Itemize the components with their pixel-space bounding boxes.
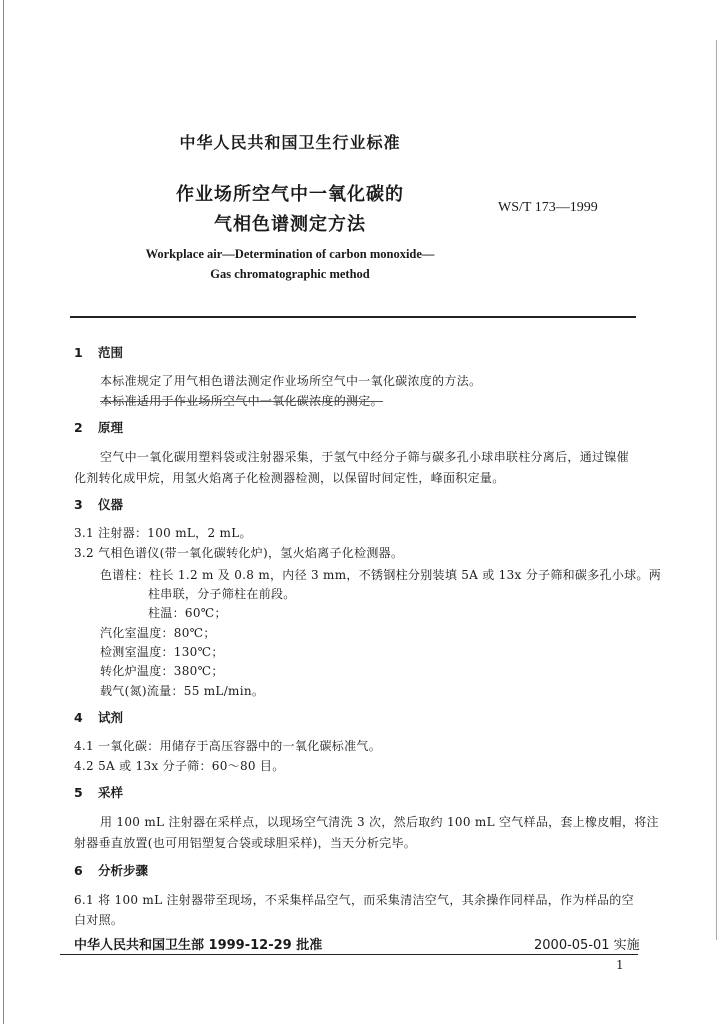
carrier-gas-flow: 载气(氮)流量：55 mL/min。 bbox=[100, 684, 265, 698]
section-5-heading: 5 采样 bbox=[74, 785, 124, 800]
column-spec-2: 柱串联，分子筛柱在前段。 bbox=[148, 587, 296, 601]
standard-org: 中华人民共和国卫生行业标准 bbox=[179, 133, 401, 152]
item-3-2: 3.2 气相色谱仪(带一氧化碳转化炉)，氢火焰离子化检测器。 bbox=[74, 546, 404, 560]
section-5-p2: 射器垂直放置(也可用铝塑复合袋或球胆采样)，当天分析完毕。 bbox=[74, 836, 417, 850]
standard-code: WS/T 173—1999 bbox=[498, 200, 598, 215]
header-divider bbox=[70, 316, 636, 318]
page-number: 1 bbox=[616, 958, 624, 972]
section-2-p1: 空气中一氧化碳用塑料袋或注射器采集，于氢气中经分子筛与碳多孔小球串联柱分离后，通过镍催 bbox=[100, 450, 629, 464]
scan-edge-left bbox=[3, 0, 4, 1024]
section-6-heading: 6 分析步骤 bbox=[74, 863, 149, 878]
english-title-1: Workplace air—Determination of carbon monoxide— bbox=[145, 247, 435, 261]
section-4-heading: 4 试剂 bbox=[74, 710, 124, 725]
item-4-1: 4.1 一氧化碳：用储存于高压容器中的一氧化碳标准气。 bbox=[74, 739, 382, 753]
converter-temp: 转化炉温度：380℃； bbox=[100, 664, 224, 678]
column-temp: 柱温：60℃； bbox=[148, 606, 227, 620]
section-1-p1: 本标准规定了用气相色谱法测定作业场所空气中一氧化碳浓度的方法。 bbox=[100, 374, 482, 388]
section-1-p2: 本标准适用于作业场所空气中一氧化碳浓度的测定。 bbox=[100, 394, 383, 408]
title-line-1: 作业场所空气中一氧化碳的 bbox=[176, 184, 404, 205]
section-5-p1: 用 100 mL 注射器在采样点，以现场空气清洗 3 次，然后取约 100 mL 空气样品，套上橡皮帽，将注 bbox=[100, 815, 659, 829]
title-line-2: 气相色谱测定方法 bbox=[214, 214, 366, 235]
scan-edge-right bbox=[716, 40, 717, 940]
item-6-1-cont: 白对照。 bbox=[74, 913, 124, 927]
section-2-p2: 化剂转化成甲烷，用氢火焰离子化检测器检测，以保留时间定性，峰面积定量。 bbox=[74, 471, 505, 485]
vaporizer-temp: 汽化室温度：80℃； bbox=[100, 626, 216, 640]
item-6-1: 6.1 将 100 mL 注射器带至现场，不采集样品空气，而采集清洁空气，其余操作同样品，作为样品的空 bbox=[74, 893, 634, 907]
column-spec-1: 色谱柱：柱长 1.2 m 及 0.8 m，内径 3 mm，不锈钢柱分别装填 5A 或 13x 分子筛和碳多孔小球。两 bbox=[100, 568, 662, 582]
section-2-heading: 2 原理 bbox=[74, 420, 124, 435]
effective-date: 2000-05-01 实施 bbox=[534, 938, 640, 953]
english-title-2: Gas chromatographic method bbox=[210, 267, 370, 281]
detector-temp: 检测室温度：130℃； bbox=[100, 645, 224, 659]
item-3-1: 3.1 注射器：100 mL，2 mL。 bbox=[74, 526, 252, 540]
section-3-heading: 3 仪器 bbox=[74, 497, 124, 512]
section-1-heading: 1 范围 bbox=[74, 345, 124, 360]
footer-divider bbox=[60, 954, 638, 955]
item-4-2: 4.2 5A 或 13x 分子筛：60～80 目。 bbox=[74, 759, 285, 773]
approval-line: 中华人民共和国卫生部 1999-12-29 批准 bbox=[74, 938, 323, 953]
